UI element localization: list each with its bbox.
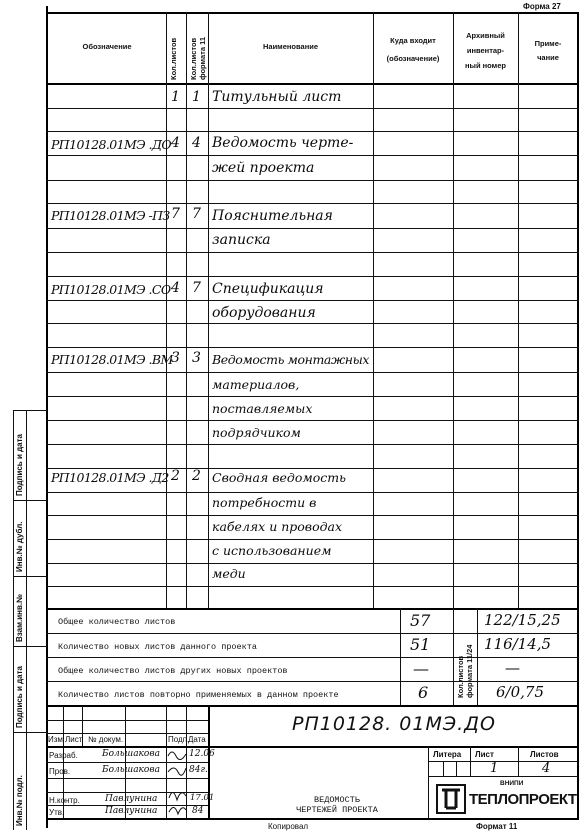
footer-copied: Копировал [268, 822, 309, 831]
margin-dup-inv: Инв.№ дубл. [15, 521, 24, 572]
org-name-small: ВНИПИ [500, 780, 524, 787]
summary-f11-reused: 6/0,75 [496, 683, 544, 701]
summary-value-total: 57 [410, 611, 431, 630]
row-2-name-line-1: Ведомость черте- [212, 135, 354, 151]
row-5-name-line-4: подрядчиком [212, 425, 301, 440]
row-3-designation: РП10128.01МЭ -ПЗ [51, 208, 170, 223]
tb-name-normcontrol: Павлунина [105, 794, 158, 804]
row-2-designation: РП10128.01МЭ .ДО [51, 137, 172, 152]
row-4-name-line-1: Спецификация [212, 281, 324, 297]
row-6-name-line-5: меди [212, 566, 246, 581]
summary-f11-total: 122/15,25 [484, 611, 561, 629]
signature-marks [166, 746, 188, 818]
row-1-name-line-1: Титульный лист [212, 89, 342, 105]
tb-sheet-label: Лист [475, 750, 494, 759]
row-6-name-line-4: с использованием [212, 543, 332, 558]
row-6-name-line-2: потребности в [212, 495, 317, 510]
tb-col-date: Дата [188, 735, 206, 744]
tb-role-approver: Утв. [49, 808, 65, 817]
tb-role-developer: Разраб. [49, 751, 78, 760]
summary-side-label: Кол.листов формата 11/24 [456, 644, 474, 698]
row-5-count-f11: 3 [192, 350, 201, 366]
tb-col-sign: Подп. [168, 735, 190, 744]
footer-format: Формат 11 [476, 822, 518, 831]
summary-f11-other: — [505, 659, 520, 677]
tb-date-approver: 84 [192, 806, 204, 816]
row-4-count-f11: 7 [192, 280, 201, 296]
row-5-count: 3 [171, 350, 180, 366]
header-name: Наименование [262, 42, 319, 51]
row-5-name-line-2: материалов, [212, 377, 300, 392]
header-sheet-count: Кол.листов [169, 37, 178, 80]
summary-label-other: Общее количество листов других новых проектов [58, 666, 288, 676]
tb-date-checker: 84г. [189, 765, 208, 775]
row-6-count-f11: 2 [192, 468, 201, 484]
row-1-count-f11: 1 [192, 89, 201, 105]
summary-value-other: — [413, 659, 429, 678]
tb-sheets-value: 4 [542, 761, 551, 776]
tb-sheet-value: 1 [490, 761, 499, 776]
row-3-count-f11: 7 [192, 206, 201, 222]
row-4-name-line-2: оборудования [212, 305, 316, 321]
margin-replace-inv: Взам.инв.№ [15, 593, 24, 642]
margin-orig-inv: Инв.№ подл. [15, 775, 24, 826]
summary-f11-new: 116/14,5 [484, 635, 552, 653]
tb-col-change: Изм [48, 735, 63, 744]
row-6-name-line-1: Сводная ведомость [212, 470, 346, 485]
summary-label-new: Количество новых листов данного проекта [58, 642, 257, 652]
header-sheet-count-f11: Кол.листов формата 11 [189, 36, 207, 80]
tb-litera-label: Литера [433, 750, 462, 759]
header-note: Приме- чание [534, 39, 562, 62]
row-5-designation: РП10128.01МЭ .ВМ [51, 352, 173, 367]
form-label: Форма 27 [523, 2, 561, 11]
margin-sign-date-1: Подпись и дата [15, 434, 24, 496]
tb-col-sheet: Лист [65, 735, 83, 744]
row-3-count: 7 [171, 206, 180, 222]
row-2-count-f11: 4 [192, 135, 201, 151]
summary-label-reused: Количество листов повторно применяемых в данном проекте [58, 690, 339, 700]
row-6-count: 2 [171, 468, 180, 484]
tb-role-checker: Пров. [49, 767, 71, 776]
tb-name-developer: Большакова [102, 749, 160, 759]
row-6-designation: РП10128.01МЭ .Д2 [51, 470, 169, 485]
header-designation: Обозначение [82, 42, 132, 51]
tb-name-approver: Павлунина [105, 806, 158, 816]
org-logo-icon [436, 784, 466, 814]
header-where-used: Куда входит (обозначение) [386, 36, 440, 63]
doc-title: ВЕДОМОСТЬ ЧЕРТЕЖЕЙ ПРОЕКТА [296, 795, 378, 815]
header-archive-no: Архивный инвентар- ный номер [465, 31, 506, 70]
summary-label-total: Общее количество листов [58, 617, 176, 627]
tb-sheets-label: Листов [530, 750, 559, 759]
summary-value-new: 51 [410, 635, 431, 654]
row-1-count: 1 [171, 89, 180, 105]
tb-date-normcontrol: 17.01 [190, 793, 215, 803]
row-4-count: 4 [171, 280, 180, 296]
row-2-count: 4 [171, 135, 180, 151]
row-6-name-line-3: кабелях и проводах [212, 519, 343, 534]
tb-role-normcontrol: Н.контр. [49, 796, 80, 805]
tb-date-developer: 12.06 [189, 749, 215, 759]
row-5-name-line-3: поставляемых [212, 401, 313, 416]
margin-sign-date-2: Подпись и дата [15, 666, 24, 728]
row-5-name-line-1: Ведомость монтажных [212, 352, 370, 367]
org-name: ТЕПЛОПРОЕКТ [469, 791, 577, 808]
row-4-designation: РП10128.01МЭ .СО [51, 282, 171, 297]
row-2-name-line-2: жей проекта [212, 160, 315, 176]
tb-col-docno: № докум. [88, 735, 124, 744]
row-3-name-line-1: Пояснительная [212, 208, 333, 224]
row-3-name-line-2: записка [212, 232, 271, 248]
doc-code: РП10128. 01МЭ.ДО [292, 713, 496, 735]
tb-name-checker: Большакова [102, 765, 160, 775]
summary-value-reused: 6 [418, 683, 429, 702]
